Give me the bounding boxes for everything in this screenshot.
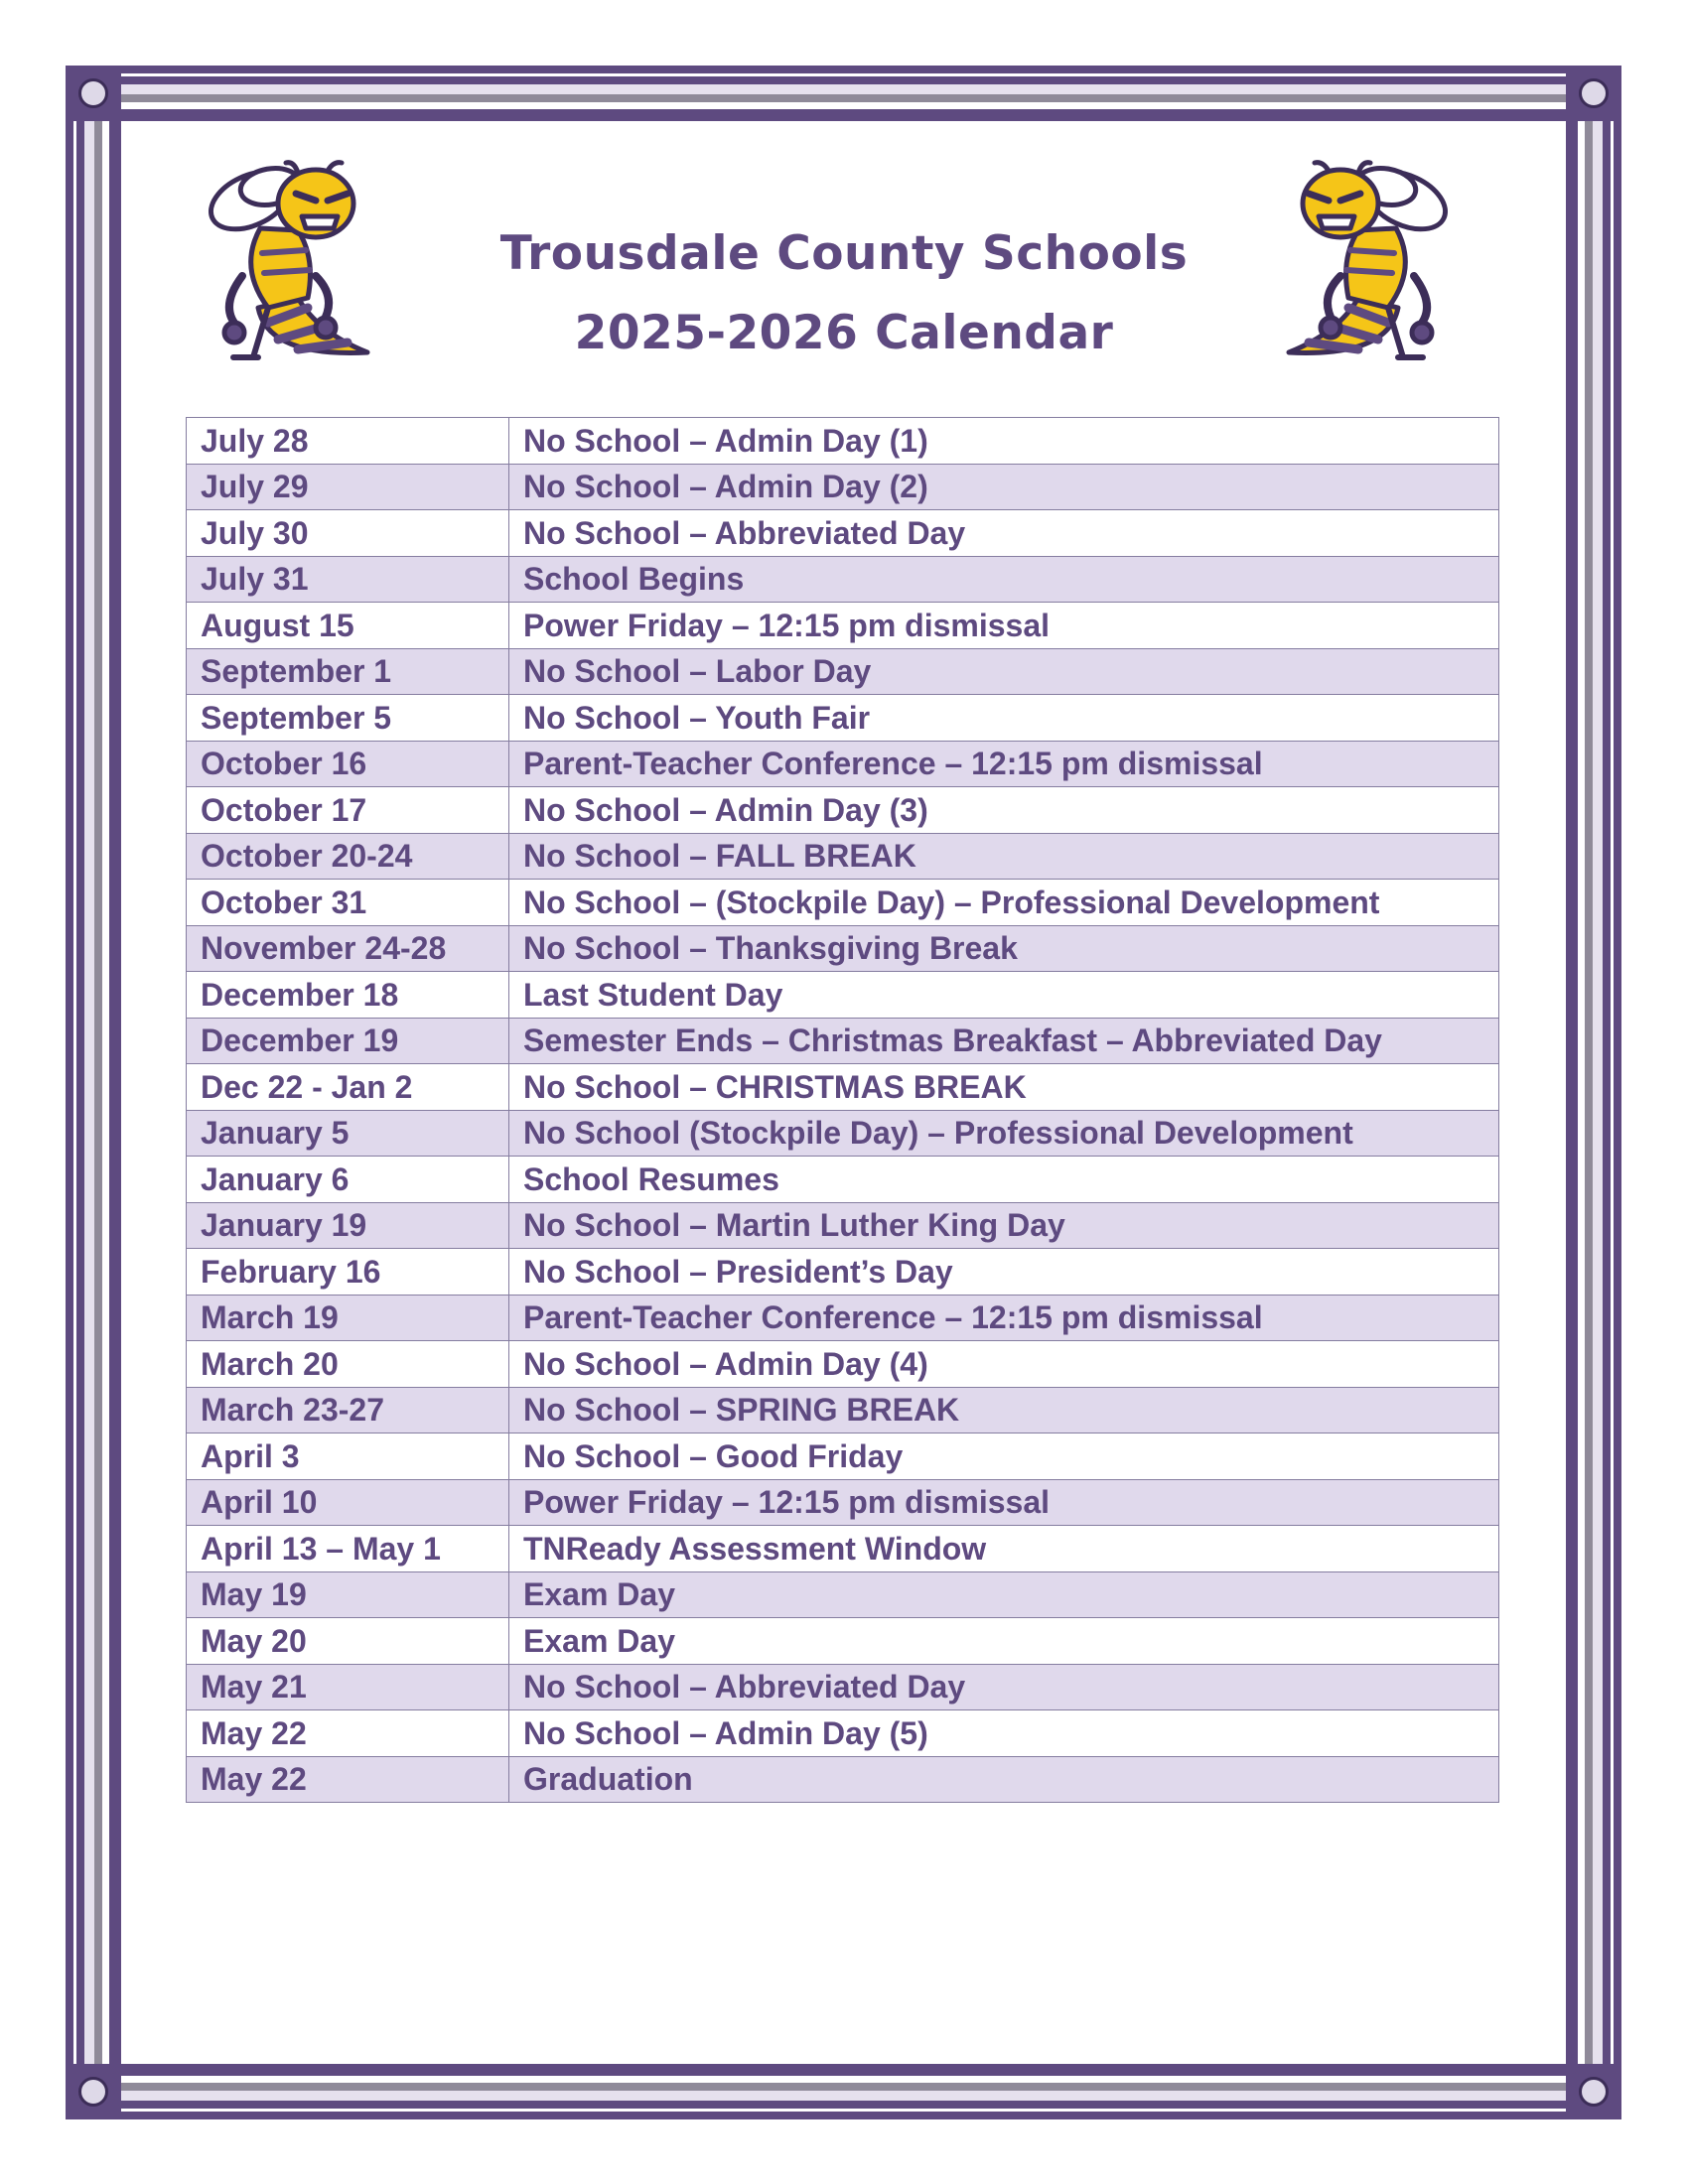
calendar-date-cell: July 29 bbox=[187, 464, 509, 510]
table-row bbox=[187, 972, 1499, 1019]
calendar-event-cell: No School – Good Friday bbox=[509, 1433, 1499, 1480]
calendar-date-cell: September 1 bbox=[187, 648, 509, 695]
calendar-event-cell: No School – Admin Day (1) bbox=[509, 418, 1499, 465]
calendar-event-cell: Power Friday – 12:15 pm dismissal bbox=[509, 1479, 1499, 1526]
calendar-date-cell: February 16 bbox=[187, 1249, 509, 1296]
calendar-date-cell: May 21 bbox=[187, 1664, 509, 1710]
table-row bbox=[187, 1664, 1499, 1710]
calendar-event-cell: No School – President’s Day bbox=[509, 1249, 1499, 1296]
table-row bbox=[187, 556, 1499, 603]
table-row bbox=[187, 1618, 1499, 1665]
calendar-date-cell: October 31 bbox=[187, 880, 509, 926]
calendar-date-cell: May 19 bbox=[187, 1571, 509, 1618]
corner-ornament-icon bbox=[1566, 66, 1621, 121]
calendar-date-cell: December 18 bbox=[187, 972, 509, 1019]
table-row bbox=[187, 648, 1499, 695]
calendar-event-cell: School Begins bbox=[509, 556, 1499, 603]
table-row bbox=[187, 833, 1499, 880]
calendar-date-cell: January 6 bbox=[187, 1157, 509, 1203]
table-row bbox=[187, 1018, 1499, 1064]
table-row bbox=[187, 1756, 1499, 1803]
calendar-event-cell: No School (Stockpile Day) – Professional Development bbox=[509, 1110, 1499, 1157]
table-row bbox=[187, 510, 1499, 557]
table-row bbox=[187, 1710, 1499, 1757]
border-frame-bottom bbox=[66, 2064, 1621, 2119]
calendar-date-cell: January 19 bbox=[187, 1202, 509, 1249]
calendar-event-cell: Exam Day bbox=[509, 1618, 1499, 1665]
corner-ornament-icon bbox=[66, 2064, 121, 2119]
calendar-table-body bbox=[187, 418, 1499, 1803]
table-row bbox=[187, 1110, 1499, 1157]
calendar-date-cell: March 23-27 bbox=[187, 1387, 509, 1433]
border-frame-top bbox=[66, 66, 1621, 121]
table-row bbox=[187, 1479, 1499, 1526]
calendar-event-cell: No School – Labor Day bbox=[509, 648, 1499, 695]
calendar-event-cell: No School – Admin Day (5) bbox=[509, 1710, 1499, 1757]
calendar-date-cell: March 19 bbox=[187, 1295, 509, 1341]
table-row bbox=[187, 1526, 1499, 1572]
border-frame-left bbox=[66, 66, 121, 2119]
calendar-event-cell: Semester Ends – Christmas Breakfast – Abbreviated Day bbox=[509, 1018, 1499, 1064]
page-title: Trousdale County Schools bbox=[499, 226, 1189, 281]
table-row bbox=[187, 1157, 1499, 1203]
calendar-date-cell: July 31 bbox=[187, 556, 509, 603]
table-row bbox=[187, 1295, 1499, 1341]
page-subtitle: 2025-2026 Calendar bbox=[574, 306, 1114, 360]
table-row bbox=[187, 1249, 1499, 1296]
calendar-date-cell: May 22 bbox=[187, 1710, 509, 1757]
calendar-event-cell: No School – Martin Luther King Day bbox=[509, 1202, 1499, 1249]
table-row bbox=[187, 1571, 1499, 1618]
calendar-event-cell: No School – (Stockpile Day) – Professional Development bbox=[509, 880, 1499, 926]
table-row bbox=[187, 418, 1499, 465]
calendar-date-cell: October 16 bbox=[187, 741, 509, 787]
calendar-event-cell: Exam Day bbox=[509, 1571, 1499, 1618]
table-row bbox=[187, 1433, 1499, 1480]
border-frame-right bbox=[1566, 66, 1621, 2119]
calendar-date-cell: May 22 bbox=[187, 1756, 509, 1803]
calendar-event-cell: No School – Thanksgiving Break bbox=[509, 925, 1499, 972]
calendar-table bbox=[186, 417, 1499, 1803]
calendar-date-cell: September 5 bbox=[187, 695, 509, 742]
calendar-date-cell: April 10 bbox=[187, 1479, 509, 1526]
calendar-date-cell: Dec 22 - Jan 2 bbox=[187, 1064, 509, 1111]
calendar-event-cell: No School – FALL BREAK bbox=[509, 833, 1499, 880]
table-row bbox=[187, 925, 1499, 972]
calendar-event-cell: No School – CHRISTMAS BREAK bbox=[509, 1064, 1499, 1111]
calendar-date-cell: April 3 bbox=[187, 1433, 509, 1480]
calendar-date-cell: October 17 bbox=[187, 787, 509, 834]
calendar-event-cell: No School – Youth Fair bbox=[509, 695, 1499, 742]
calendar-event-cell: TNReady Assessment Window bbox=[509, 1526, 1499, 1572]
calendar-date-cell: March 20 bbox=[187, 1341, 509, 1388]
calendar-event-cell: Power Friday – 12:15 pm dismissal bbox=[509, 603, 1499, 649]
calendar-event-cell: No School – Admin Day (4) bbox=[509, 1341, 1499, 1388]
calendar-date-cell: December 19 bbox=[187, 1018, 509, 1064]
calendar-event-cell: Graduation bbox=[509, 1756, 1499, 1803]
table-row bbox=[187, 1387, 1499, 1433]
calendar-date-cell: October 20-24 bbox=[187, 833, 509, 880]
corner-ornament-icon bbox=[1566, 2064, 1621, 2119]
calendar-event-cell: Last Student Day bbox=[509, 972, 1499, 1019]
calendar-date-cell: April 13 – May 1 bbox=[187, 1526, 509, 1572]
table-row bbox=[187, 1202, 1499, 1249]
table-row bbox=[187, 741, 1499, 787]
calendar-event-cell: No School – Admin Day (3) bbox=[509, 787, 1499, 834]
calendar-date-cell: January 5 bbox=[187, 1110, 509, 1157]
table-row bbox=[187, 603, 1499, 649]
calendar-event-cell: No School – SPRING BREAK bbox=[509, 1387, 1499, 1433]
calendar-event-cell: Parent-Teacher Conference – 12:15 pm dismissal bbox=[509, 741, 1499, 787]
table-row bbox=[187, 1064, 1499, 1111]
table-row bbox=[187, 880, 1499, 926]
calendar-date-cell: July 30 bbox=[187, 510, 509, 557]
calendar-date-cell: August 15 bbox=[187, 603, 509, 649]
calendar-date-cell: November 24-28 bbox=[187, 925, 509, 972]
table-row bbox=[187, 1341, 1499, 1388]
table-row bbox=[187, 464, 1499, 510]
corner-ornament-icon bbox=[66, 66, 121, 121]
calendar-event-cell: Parent-Teacher Conference – 12:15 pm dismissal bbox=[509, 1295, 1499, 1341]
table-row bbox=[187, 787, 1499, 834]
calendar-event-cell: No School – Abbreviated Day bbox=[509, 1664, 1499, 1710]
calendar-event-cell: No School – Admin Day (2) bbox=[509, 464, 1499, 510]
calendar-date-cell: July 28 bbox=[187, 418, 509, 465]
calendar-event-cell: No School – Abbreviated Day bbox=[509, 510, 1499, 557]
calendar-event-cell: School Resumes bbox=[509, 1157, 1499, 1203]
table-row bbox=[187, 695, 1499, 742]
calendar-date-cell: May 20 bbox=[187, 1618, 509, 1665]
